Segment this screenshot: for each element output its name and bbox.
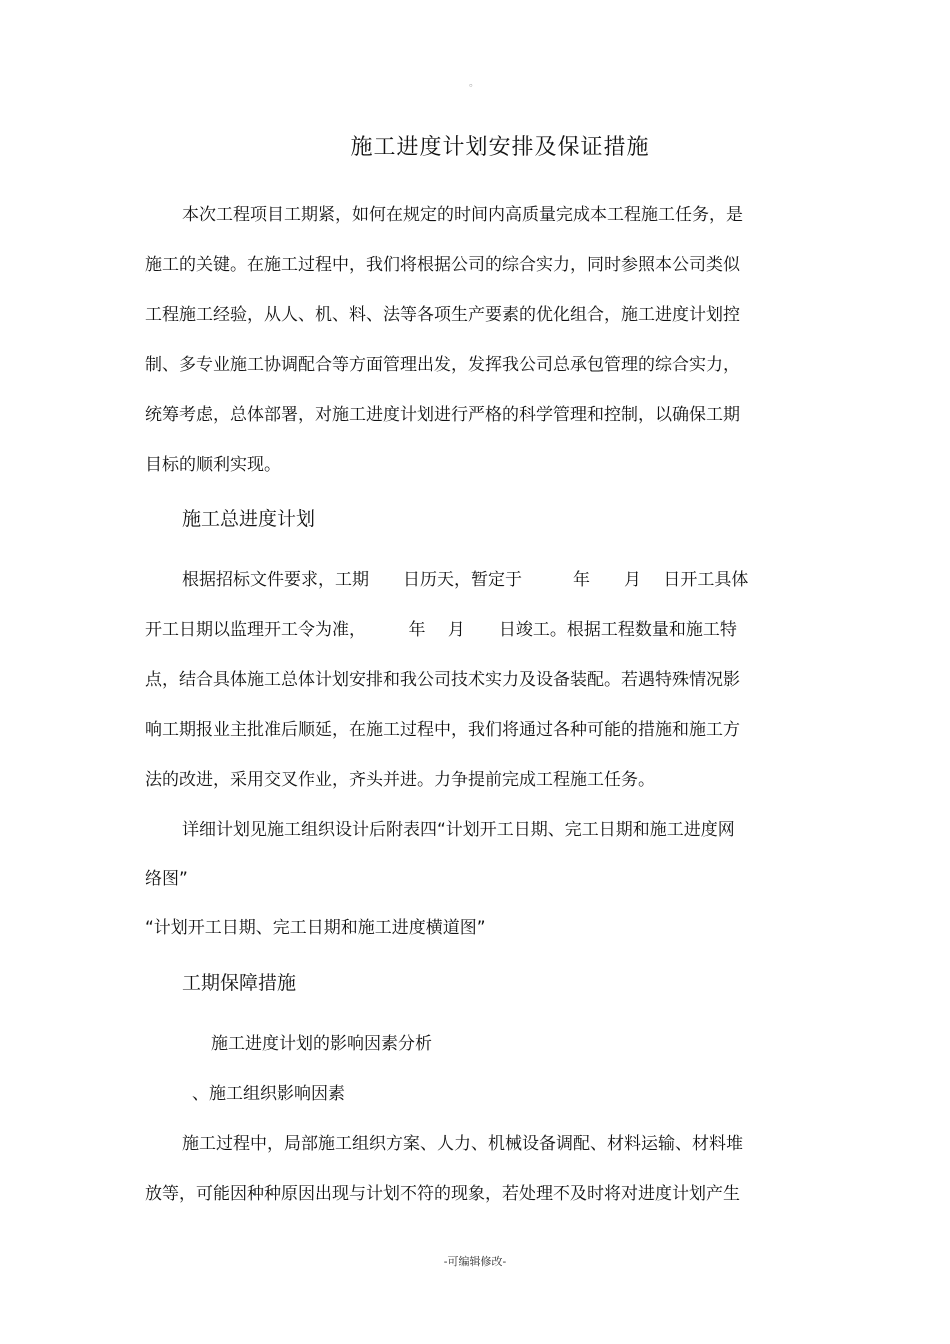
subheading: 、施工组织影响因素 xyxy=(192,1084,345,1104)
section-heading: 施工总进度计划 xyxy=(182,508,316,530)
page-footer: -可编辑修改- xyxy=(443,1255,507,1268)
paragraph-line: 根据招标文件要求，工期 日历天，暂定于 年 月 日开工具体 xyxy=(182,570,749,590)
paragraph-line: “计划开工日期、完工日期和施工进度横道图” xyxy=(145,918,486,938)
paragraph-line: 制、多专业施工协调配合等方面管理出发，发挥我公司总承包管理的综合实力， xyxy=(145,355,740,375)
paragraph-line: 工程施工经验，从人、机、料、法等各项生产要素的优化组合，施工进度计划控 xyxy=(145,305,740,325)
paragraph-line: 开工日期以监理开工令为准， 年 月 日竣工。根据工程数量和施工特 xyxy=(145,620,737,640)
subheading: 施工进度计划的影响因素分析 xyxy=(211,1034,432,1054)
paragraph-line: 施工的关键。在施工过程中，我们将根据公司的综合实力，同时参照本公司类似 xyxy=(145,255,740,275)
paragraph-line: 本次工程项目工期紧，如何在规定的时间内高质量完成本工程施工任务，是 xyxy=(182,205,743,225)
paragraph-line: 络图” xyxy=(145,869,188,889)
paragraph-line: 响工期报业主批准后顺延，在施工过程中，我们将通过各种可能的措施和施工方 xyxy=(145,720,740,740)
paragraph-line: 施工过程中，局部施工组织方案、人力、机械设备调配、材料运输、材料堆 xyxy=(182,1134,743,1154)
paragraph-line: 统筹考虑，总体部署，对施工进度计划进行严格的科学管理和控制，以确保工期 xyxy=(145,405,740,425)
paragraph-line: 详细计划见施工组织设计后附表四“计划开工日期、完工日期和施工进度网 xyxy=(182,820,735,840)
page-title: 施工进度计划安排及保证措施 xyxy=(350,135,650,160)
paragraph-line: 目标的顺利实现。 xyxy=(145,455,281,475)
section-heading: 工期保障措施 xyxy=(182,972,297,994)
paragraph-line: 点，结合具体施工总体计划安排和我公司技术实力及设备装配。若遇特殊情况影 xyxy=(145,670,740,690)
paragraph-line: 法的改进，采用交叉作业，齐头并进。力争提前完成工程施工任务。 xyxy=(145,770,655,790)
paragraph-line: 放等，可能因种种原因出现与计划不符的现象，若处理不及时将对进度计划产生 xyxy=(145,1184,740,1204)
header-dot: 。 xyxy=(469,78,479,89)
